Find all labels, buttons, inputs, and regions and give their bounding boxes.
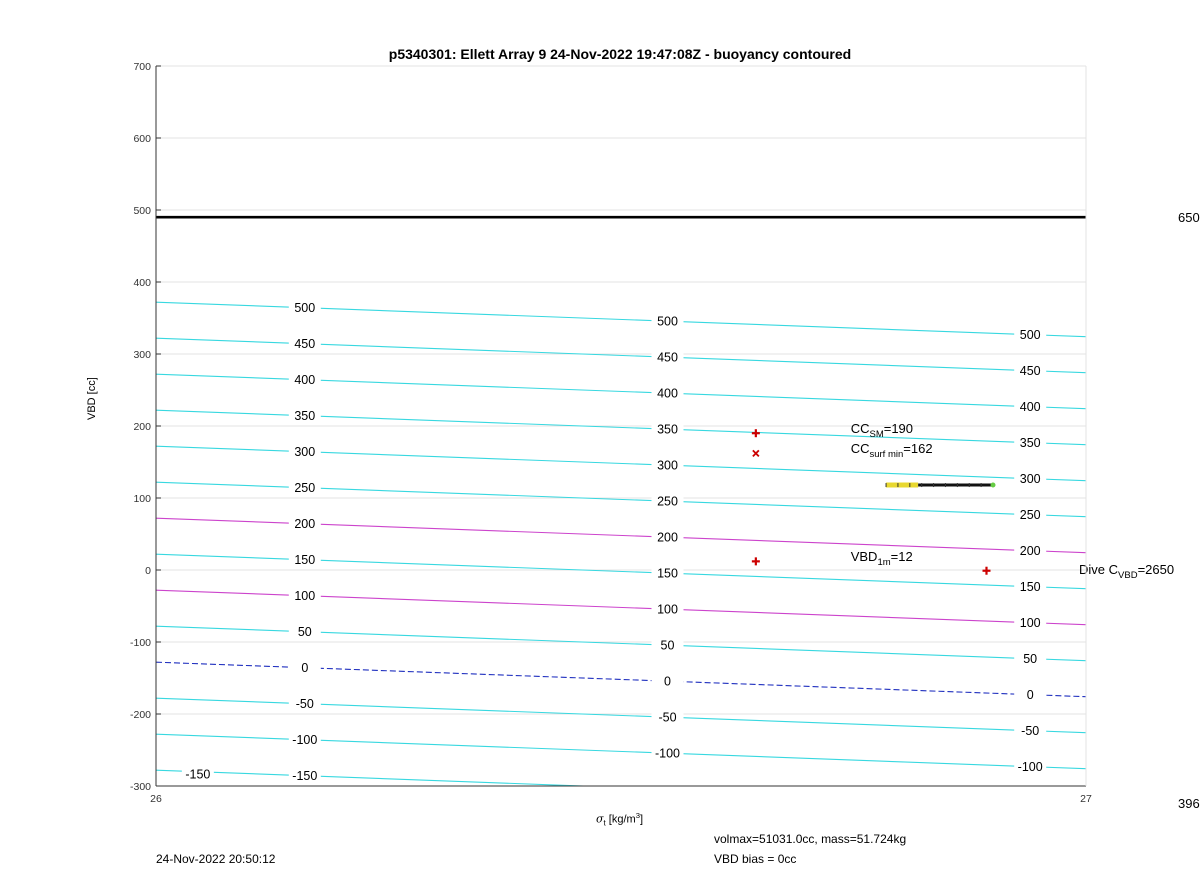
footer-vbd-bias: VBD bias = 0cc [714,852,797,866]
annotation-main: CC [850,440,870,456]
contour-label: 300 [294,445,316,460]
contour-label: 150 [1019,580,1041,595]
contour-label: 100 [657,602,678,617]
contour-label: 250 [657,494,678,509]
contour-label: 350 [657,422,678,437]
x-axis-units-end: ] [639,813,644,826]
contour-label: 50 [660,638,675,653]
contour-label: 0 [1026,688,1034,703]
contour-label: 400 [657,386,678,401]
contour-label: 200 [294,517,316,532]
contour-label: 450 [1019,364,1041,379]
extra-labels [182,766,214,782]
annotation-sub: 1m [877,556,891,568]
annotation [851,549,913,568]
contour-label: 250 [1019,508,1041,523]
right-top-value: 650 [1178,210,1200,225]
contour-label: 200 [657,530,678,545]
y-tick-label: -300 [129,781,151,793]
x-axis-units: [kg/m [608,813,636,826]
x-axis-symbol-sub: t [603,818,606,828]
y-tick-label: 0 [145,565,151,577]
footer-timestamp: 24-Nov-2022 20:50:12 [156,852,276,866]
extra-label: -150 [185,767,211,782]
y-tick-label: 400 [133,277,151,289]
grid-lines [156,66,1086,786]
x-axis-units-sup: 3 [635,811,640,820]
annotation-sub: SM [869,428,884,440]
y-tick-label: 500 [133,205,151,217]
contour-label: 450 [657,350,678,365]
y-tick-label: 200 [133,421,151,433]
chart-title: p5340301: Ellett Array 9 24-Nov-2022 19:47:08Z - buoyancy contoured [388,46,852,62]
contour-label: 150 [294,553,316,568]
contour-label: -100 [1017,760,1043,775]
y-tick-label: -100 [129,637,151,649]
axes [130,61,1092,805]
contour-label: 50 [297,625,312,640]
x-tick-label: 26 [150,793,162,805]
contour-label: 150 [657,566,678,581]
contour-label: 100 [294,589,316,604]
annotation-rest: =12 [890,548,913,564]
contour-label: -150 [292,769,318,784]
y-tick-label: 100 [133,493,151,505]
annotations [851,421,1174,581]
x-tick-label: 27 [1080,793,1092,805]
contour-label: -100 [654,746,681,761]
dive-cvbd-main: Dive C [1079,562,1119,577]
contour-label: 450 [294,337,316,352]
dive-cvbd-sub: VBD [1118,570,1138,581]
contour-label: -50 [295,697,314,712]
contour-label: 200 [1019,544,1041,559]
contour-label: 0 [301,661,309,676]
contour-label: 350 [294,409,316,424]
y-tick-label: 700 [133,61,151,73]
annotation-main: CC [850,420,870,436]
annotation-rest: =162 [903,440,933,456]
y-axis-label: VBD [cc] [86,377,98,420]
contour-label: -100 [292,733,318,748]
annotation-rest: =190 [883,420,914,436]
right-bottom-value: 396 [1178,796,1200,811]
contour-label: -50 [658,710,677,725]
contour-label: 300 [1019,472,1041,487]
contour-label: -50 [1021,724,1040,739]
annotation [851,421,913,440]
x-axis-symbol: σ [596,812,604,826]
y-tick-label: 600 [133,133,151,145]
contour-label: 500 [657,314,678,329]
annotation [851,441,933,460]
y-tick-label: -200 [129,709,151,721]
contour-labels [289,300,1046,784]
annotation-sub: surf min [869,448,904,460]
dive-cvbd [1079,562,1174,581]
dive-cvbd-rest: =2650 [1137,562,1175,577]
contour-label: 0 [664,674,671,689]
x-axis-label [596,811,643,827]
contour-label: 350 [1019,436,1041,451]
annotation-main: VBD [850,548,878,564]
contour-label: 500 [1019,328,1041,343]
contour-label: 400 [294,373,316,388]
contour-label: 250 [294,481,316,496]
y-tick-label: 300 [133,349,151,361]
contour-label: 400 [1019,400,1041,415]
contour-label: 300 [657,458,678,473]
contour-label: 100 [1019,616,1041,631]
contour-label: 500 [294,301,316,316]
dive-data-end [991,483,996,488]
footer-volmax: volmax=51031.0cc, mass=51.724kg [714,832,907,846]
contour-label: 50 [1023,652,1038,667]
